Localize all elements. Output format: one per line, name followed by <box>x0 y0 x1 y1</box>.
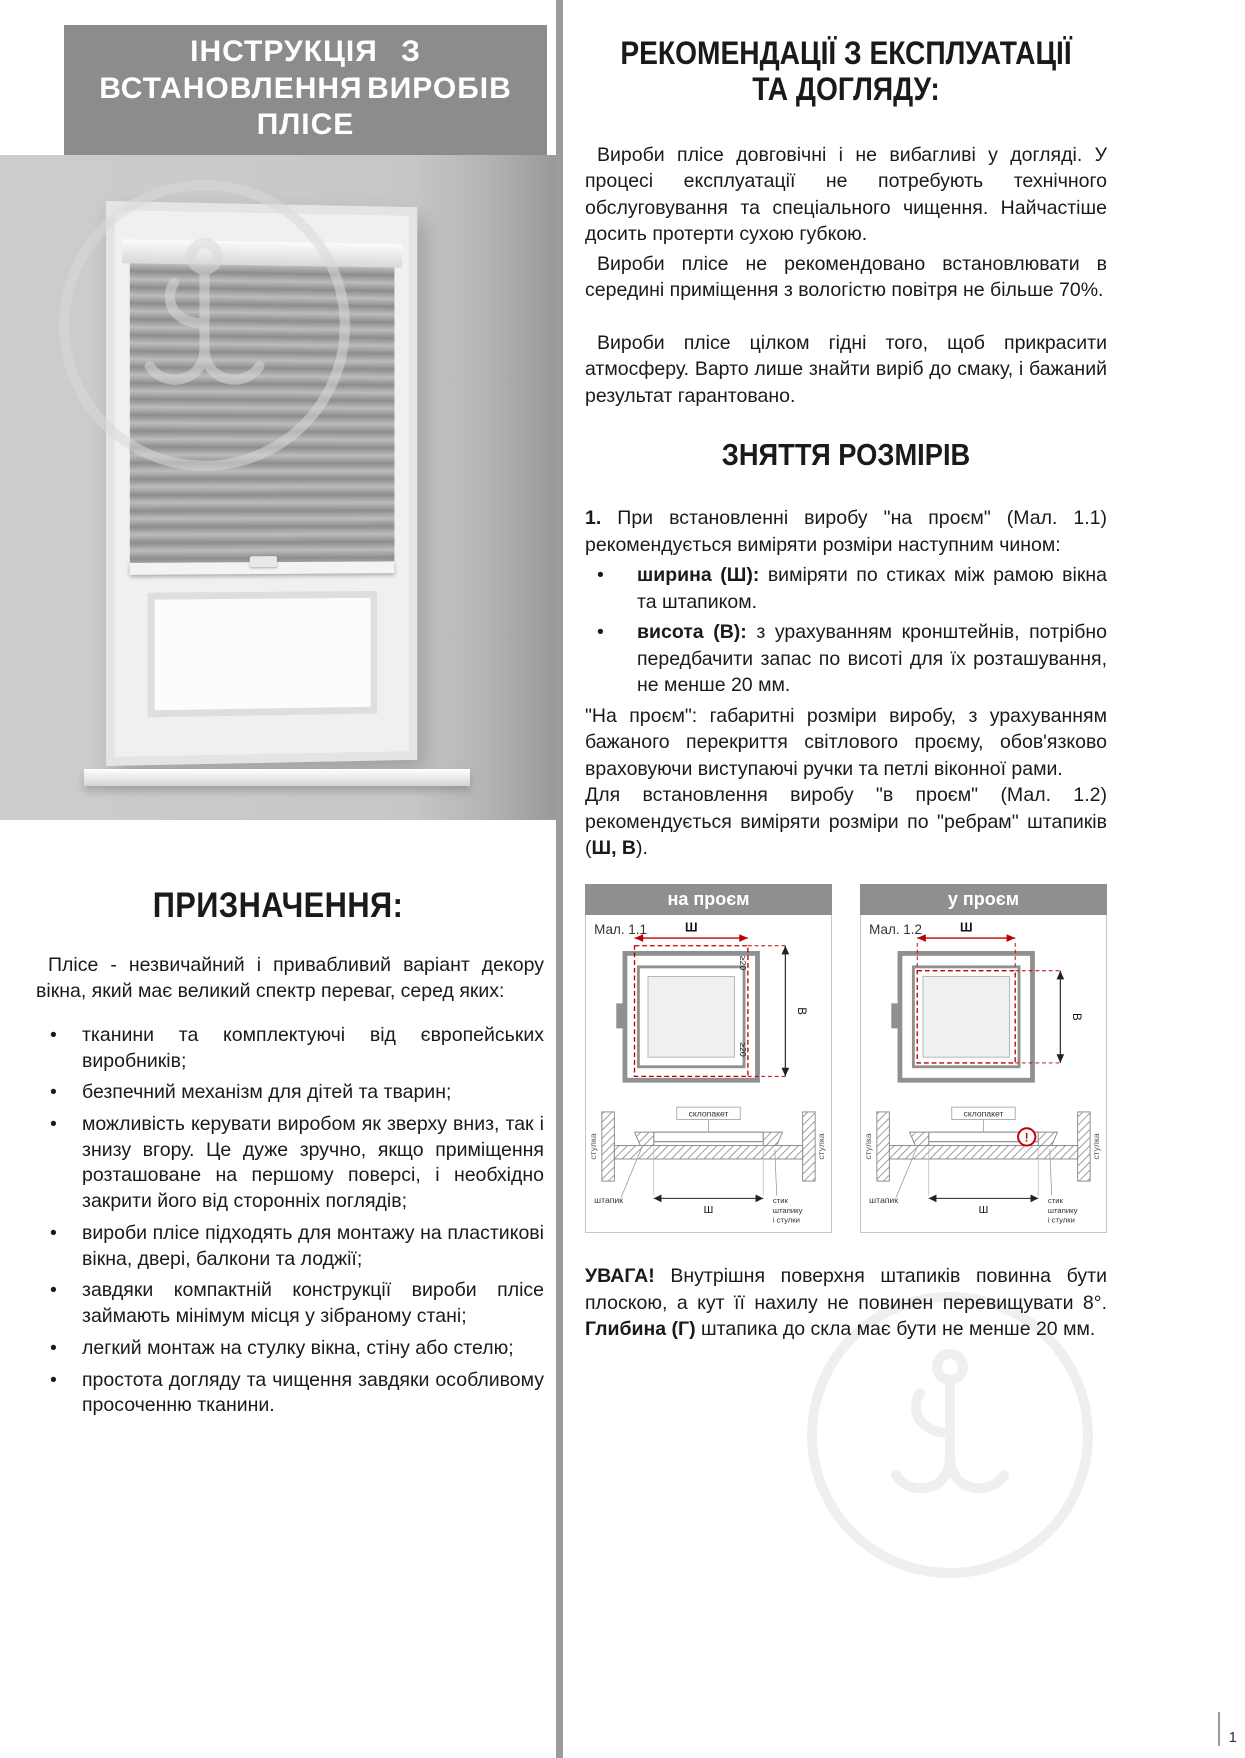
window-handle-icon <box>891 1003 898 1028</box>
list-item: • простота догляду та чищення завдяки особливому просоченню тканини. <box>36 1368 544 1419</box>
sklopaket-label: склопакет <box>688 1108 729 1119</box>
window-photo <box>0 155 556 820</box>
diagram-figure <box>860 915 1107 1233</box>
warning-mark: ! <box>1024 1132 1029 1145</box>
svg-text:і стулки: і стулки <box>772 1215 800 1225</box>
stulka-label-right: стулка <box>815 1133 826 1160</box>
width-dim-bottom-label: Ш <box>703 1203 714 1216</box>
v-proem-paragraph: Для встановлення виробу "в проєм" (Мал. 1.2) рекомендується виміряти розміри по "ребрам" штапиків (Ш, В). <box>585 784 1107 860</box>
stulka-label-left: стулка <box>588 1133 599 1160</box>
installation-title-banner <box>64 25 547 155</box>
width-dim-label: Ш <box>959 920 973 935</box>
care-paragraph-3: Вироби плісе цілком гідні того, щоб прикрасити атмосферу. Варто лише знайти виріб до смаку, і бажаний результат гарантовано. <box>585 331 1107 407</box>
purpose-heading: ПРИЗНАЧЕННЯ: <box>152 885 404 925</box>
width-dim-bottom-label: Ш <box>978 1203 989 1216</box>
sklopaket-label: склопакет <box>963 1108 1004 1119</box>
pleated-blind <box>130 263 395 562</box>
diagram-header: на проєм <box>585 884 832 915</box>
left-column <box>0 0 556 1425</box>
list-item: • легкий монтаж на стулку вікна, стіну або стелю; <box>36 1336 544 1362</box>
figure-label: Мал. 1.2 <box>869 922 923 938</box>
window-glass <box>148 591 378 717</box>
diagram-u-proem <box>860 884 1107 1233</box>
stulka-label-left: стулка <box>863 1133 874 1160</box>
stulka-label-right: стулка <box>1090 1133 1101 1160</box>
width-dim-label: Ш <box>684 920 698 935</box>
right-column <box>585 0 1107 1343</box>
height-dim-label: В <box>1069 1012 1082 1021</box>
measuring-list <box>585 562 1107 699</box>
list-item: • ширина (Ш): виміряти по стиках між рамою вікна та штапиком. <box>585 562 1107 615</box>
measuring-diagrams <box>585 884 1107 1233</box>
window-handle-icon <box>616 1003 623 1028</box>
shtapik-label: штапик <box>869 1195 899 1206</box>
diagram-header: у проєм <box>860 884 1107 915</box>
styk-label: стик <box>772 1196 788 1206</box>
purpose-intro: Плісе - незвичайний і привабливий варіант декору вікна, який має великий спектр переваг, серед яких: <box>36 953 544 1003</box>
care-paragraph-2: Вироби плісе не рекомендовано встановлювати в середині приміщення з вологістю повітря не більше 70%. <box>585 252 1107 302</box>
measuring-step-1: 1. При встановленні виробу "на проєм" (Мал. 1.1) рекомендується виміряти розміри наступним чином: <box>585 507 1107 556</box>
list-item: • тканини та комплектуючі від європейських виробників; <box>36 1023 544 1074</box>
care-paragraph-1: Вироби плісе довговічні і не вибагливі у догляді. У процесі експлуатації не потребують технічного обслуговування та спеціального чищення. Найчастіше досить протерти сухою губкою. <box>585 143 1107 246</box>
window-render <box>106 201 417 766</box>
diagram-na-proem <box>585 884 832 1233</box>
styk-label: стик <box>1047 1196 1063 1206</box>
banner-title-line2: ВИРОБІВ ПЛІСЕ <box>256 71 512 142</box>
measuring-heading: ЗНЯТТЯ РОЗМІРІВ <box>721 437 971 473</box>
page-number: 1 <box>1218 1712 1237 1746</box>
column-divider <box>556 0 563 1758</box>
svg-text:і стулки: і стулки <box>1047 1215 1075 1225</box>
gte20-label: ≥20 <box>738 955 749 971</box>
svg-text:штапику: штапику <box>1047 1205 1078 1215</box>
purpose-list <box>36 1023 544 1419</box>
care-heading: РЕКОМЕНДАЦІЇ З ЕКСПЛУАТАЦІЇ ТА ДОГЛЯДУ: <box>620 35 1072 107</box>
list-item: • можливість керувати виробом як зверху вниз, так і знизу вгору. Це дуже зручно, якщо приміщення розташоване на першому поверсі, і необхідно закрити його від сторонніх поглядів; <box>36 1112 544 1215</box>
height-dim-label: В <box>794 1007 807 1015</box>
list-item: • висота (В): з урахуванням кронштейнів, потрібно передбачити запас по висоті для їх розташування, не менше 20 мм. <box>585 619 1107 699</box>
list-item: • завдяки компактній конструкції вироби плісе займають мінімум місця у зібраному стані; <box>36 1278 544 1329</box>
list-item: • вироби плісе підходять для монтажу на пластикові вікна, двері, балкони та лоджії; <box>36 1221 544 1272</box>
attention-paragraph: УВАГА! Внутрішня поверхня штапиків повинна бути плоскою, а кут її нахилу не повинен перевищувати 8°. Глибина (Г) штапика до скла має бути не менше 20 мм. <box>585 1265 1107 1341</box>
blind-handle <box>250 556 277 567</box>
banner-title-line1: ІНСТРУКЦІЯ З ВСТАНОВЛЕННЯ <box>99 35 421 105</box>
gte20-label: ≥20 <box>738 1042 749 1057</box>
shtapik-label: штапик <box>594 1195 624 1206</box>
na-proem-paragraph: "На проєм": габаритні розміри виробу, з урахуванням бажаного перекриття світлового проєму, обов'язково враховуючи виступаючі ручки та петлі віконної рами. <box>585 704 1107 780</box>
diagram-figure <box>585 915 832 1233</box>
figure-label: Мал. 1.1 <box>594 922 648 938</box>
svg-text:штапику: штапику <box>772 1205 803 1215</box>
list-item: • безпечний механізм для дітей та тварин; <box>36 1080 544 1106</box>
window-sill <box>84 769 470 786</box>
